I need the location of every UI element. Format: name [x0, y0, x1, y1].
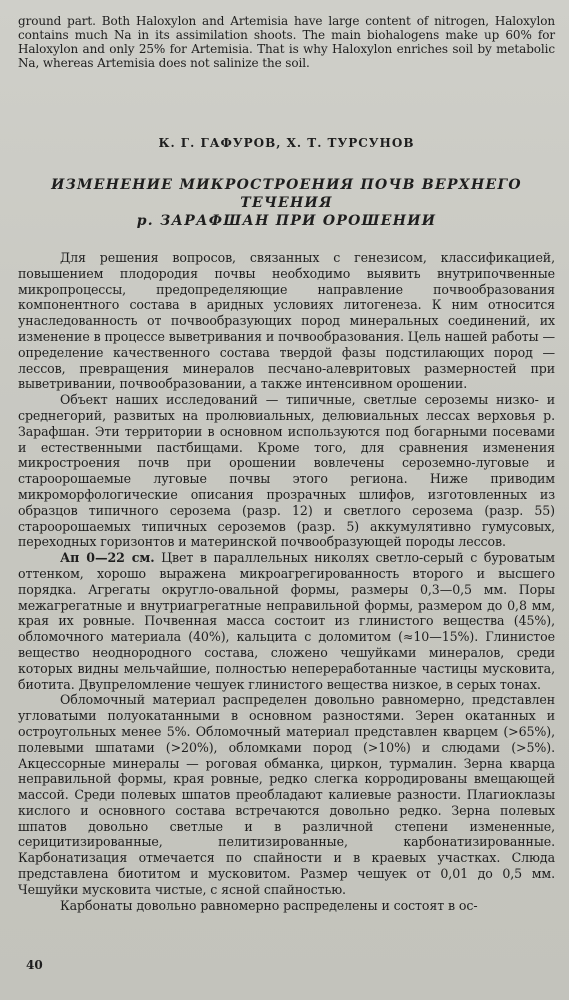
article-title: [18, 176, 555, 230]
body-paragraph-5: Карбонаты довольно равномерно распределены и состоят в ос-: [60, 897, 478, 913]
article-title-line-2: р. ЗАРАФШАН ПРИ ОРОШЕНИИ: [136, 213, 437, 229]
body-paragraph-4: Обломочный материал распределен довольно равномерно, представлен угловатыми полуокатанными в основном разностями. Зерен окатанных и остроугольных менее 5%. Обломочный материал представлен кварцем (>65%), полевыми шпатами (>20%), обломками пород (>10%) и слюдами (>5%). Акцессорные минералы — роговая обманка, циркон, турмалин. Зерна кварца неправильной формы, края ровные, редко слегка корродированы вмещающей массой. Среди полевых шпатов преобладают калиевые разности. Плагиоклазы кислого и основного состава встречаются довольно редко. Зерна полевых шпатов довольно светлые и в различной степени измененные, серицитизированные, пелитизированные, карбонатизированные. Карбонатизация отмечается по спайности и в краевых участках. Слюда представлена биотитом и мусковитом. Размер чешуек от 0,01 до 0,5 мм. Чешуйки мусковита чистые, с ясной спайностью.: [18, 692, 555, 897]
english-summary-paragraph: ground part. Both Haloxylon and Artemisia have large content of nitrogen, Haloxylon contains much Na in its assimilation shoots. The main biohalogens make up 60% for Haloxylon and only 25% for Artemisia. That is why Haloxylon enriches soil by metabolic Na, whereas Artemisia does not salinize the soil.: [18, 14, 555, 70]
article-title-line-1: ИЗМЕНЕНИЕ МИКРОСТРОЕНИЯ ПОЧВ ВЕРХНЕГО ТЕЧЕНИЯ: [51, 177, 522, 211]
body-paragraph-2: Объект наших исследований — типичные, светлые сероземы низко- и среднегорий, развитых на пролювиальных, делювиальных лессах верховья р. Зарафшан. Эти территории в основном используются под богарными посевами и естественными пастбищами. Кроме того, для сравнения изменения микростроения почв при орошении вовлечены сероземно-луговые и староорошаемые луговые почвы этого региона. Ниже приводим микроморфологические описания прозрачных шлифов, изготовленных из образцов типичного серозема (разр. 12) и светлого серозема (разр. 55) староорошаемых типичных сероземов (разр. 5) аккумулятивно гумусовых, переходных горизонтов и материнской почвообразующей породы лессов.: [18, 392, 555, 550]
article-body: [18, 250, 555, 913]
page-number: 40: [26, 958, 43, 972]
horizon-description: Цвет в параллельных николях светло-серый с буроватым оттенком, хорошо выражена микроагрегированность второго и высшего порядка. Агрегаты округло-овальной формы, размеры 0,3—0,5 мм. Поры межагрегатные и внутриагрегатные неправильной формы, размером до 0,8 мм, края их ровные. Почвенная масса состоит из глинистого вещества (45%), обломочного материала (40%), кальцита с доломитом (≈10—15%). Глинистое вещество неоднородного состава, сложено чешуйками минералов, среди которых видны мельчайшие, полностью непереработанные частицы мусковита, биотита. Двупреломление чешуек глинистого вещества низкое, в серых тонах.: [18, 550, 555, 692]
horizon-heading: Ап 0—22 см.: [60, 550, 155, 566]
body-paragraph-3: [18, 550, 555, 692]
previous-article-ending: [18, 14, 555, 70]
body-paragraph-1: Для решения вопросов, связанных с генезисом, классификацией, повышением плодородия почвы необходимо выявить внутрипочвенные микропроцессы, предопределяющие направление почвообразования компонентного состава в аридных условиях литогенеза. К ним относится унаследованность от почвообразующих пород минеральных соединений, их изменение в процессе выветривания и почвообразования. Цель нашей работы — определение качественного состава твердой фазы подстилающих пород — лессов, превращения минералов песчано-алевритовых размерностей при выветривании, почвообразовании, а также интенсивном орошении.: [18, 250, 555, 392]
article-authors: К. Г. ГАФУРОВ, Х. Т. ТУРСУНОВ: [158, 136, 415, 150]
